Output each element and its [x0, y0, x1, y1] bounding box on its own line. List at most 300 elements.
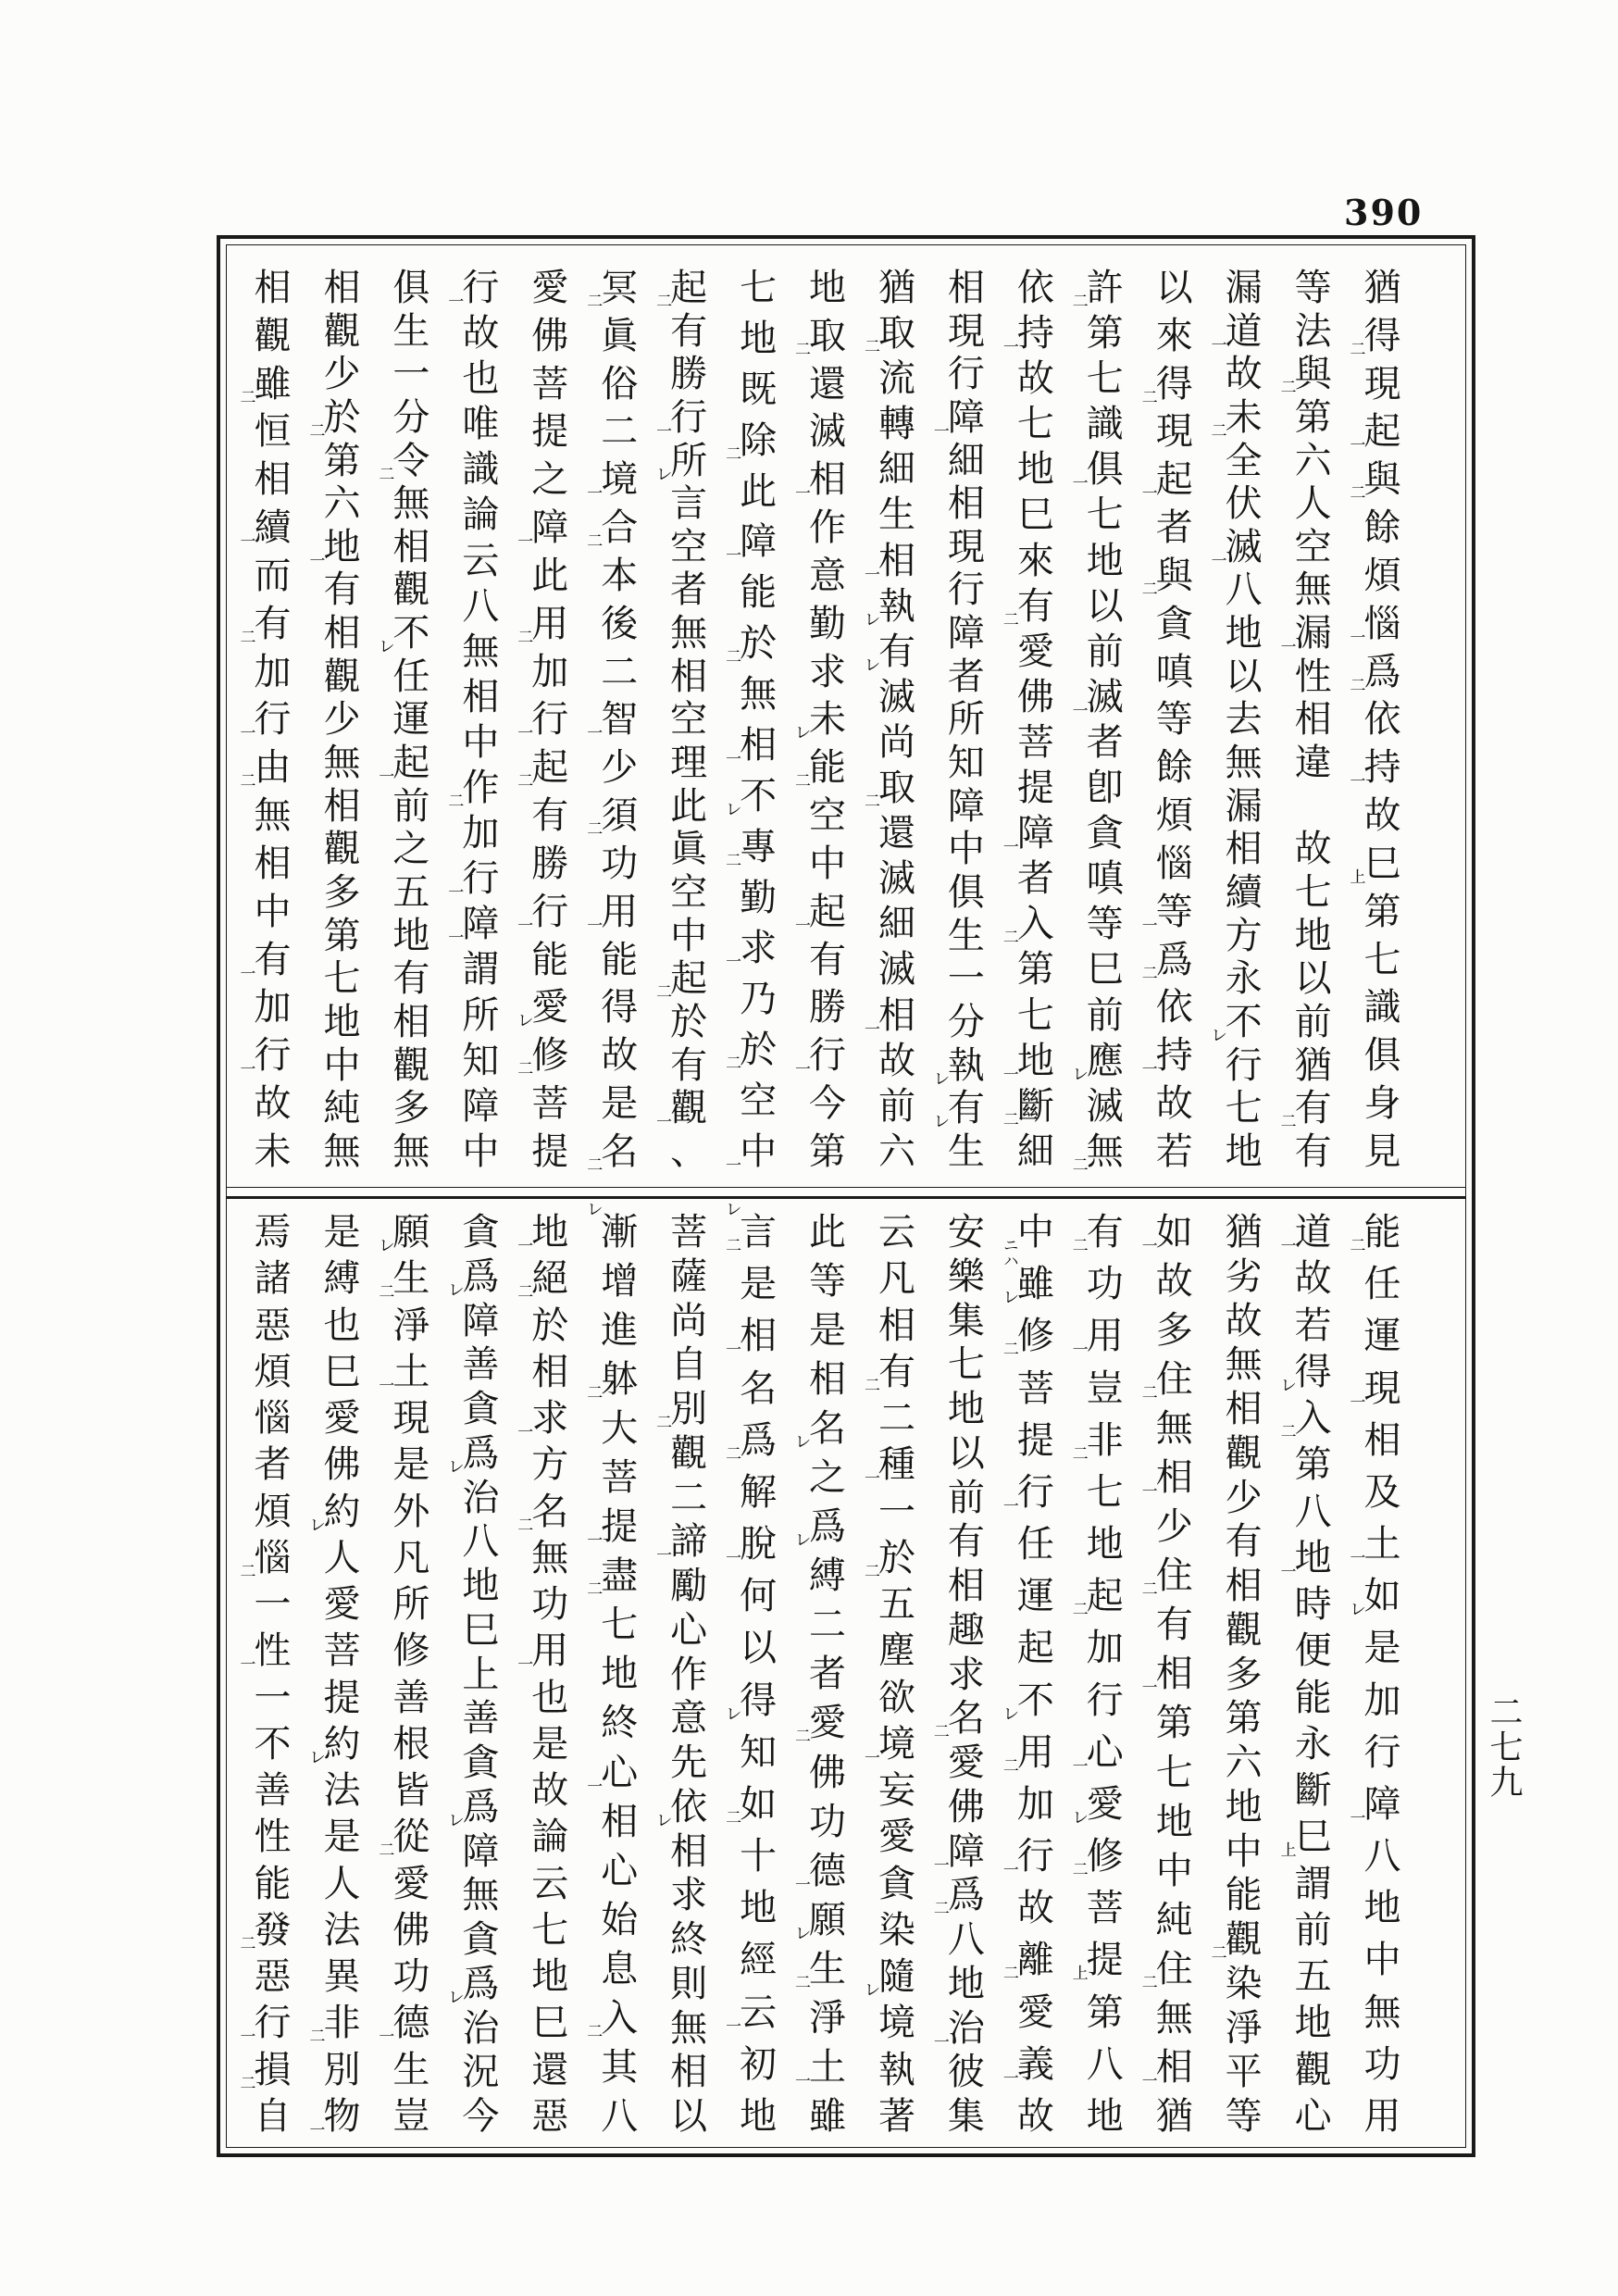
glyph: 於: [670, 1000, 708, 1043]
glyph: 相: [809, 1358, 847, 1402]
glyph: 佛: [323, 1443, 361, 1487]
kunten-mark: ㆖: [1068, 1965, 1088, 1981]
glyph: 相: [670, 2051, 708, 2094]
kunten-mark: ㆓: [999, 1341, 1018, 1357]
glyph: 取 ㆓: [860, 312, 915, 356]
glyph: 八: [1294, 1490, 1332, 1533]
glyph: 雖 ㆑: [999, 1263, 1054, 1306]
glyph: 性: [1294, 655, 1332, 698]
glyph: 五: [392, 870, 430, 914]
glyph: 種 ㆒: [860, 1443, 915, 1487]
glyph: 地: [1294, 914, 1332, 957]
glyph: 愛: [531, 267, 569, 309]
glyph: 七: [531, 1908, 569, 1952]
glyph: 是: [601, 1082, 639, 1126]
kunten-mark: ㆓: [1138, 1973, 1157, 1990]
kunten-mark: ㆑: [305, 1748, 325, 1765]
glyph: 煩: [1155, 794, 1193, 838]
glyph: 無: [462, 1874, 500, 1917]
kunten-mark: ㆓: [375, 1841, 394, 1858]
glyph: 惱 ㆓: [236, 1536, 292, 1579]
glyph: 義 ㆒: [999, 2042, 1054, 2086]
glyph: 地: [1086, 2094, 1124, 2138]
kunten-mark: ㆓: [1068, 1444, 1088, 1461]
kunten-mark: ㆒: [791, 484, 811, 501]
glyph: 功: [1363, 2042, 1401, 2086]
glyph: 滅: [809, 410, 847, 454]
kunten-mark: ㆑: [583, 1201, 603, 1217]
glyph: 有: [531, 794, 569, 838]
glyph: 凡: [877, 1257, 915, 1301]
glyph: 始: [601, 1898, 639, 1941]
kunten-mark: ㆑: [860, 655, 879, 672]
lower-text-column: [860, 1211, 932, 2138]
glyph: 平: [1225, 2051, 1263, 2094]
kunten-mark: ㆒: [999, 1065, 1018, 1081]
glyph: 惡: [254, 1304, 292, 1347]
glyph: 不: [254, 1722, 292, 1766]
glyph: 行: [947, 568, 985, 612]
upper-text-column: [446, 268, 516, 1173]
glyph: 起 ㆒: [791, 890, 847, 933]
glyph: 起 ㆓: [653, 957, 708, 1001]
glyph: 意: [809, 554, 847, 597]
kunten-mark: ㆖: [1276, 1841, 1296, 1858]
glyph: 障 ㆒: [999, 812, 1054, 855]
glyph: 前: [392, 784, 430, 828]
kunten-mark: ㆓: [375, 1283, 394, 1300]
kunten-mark: ㆒: [999, 2068, 1018, 2085]
glyph: 爲 ㆓: [1346, 650, 1401, 693]
glyph: 爲 ㆑: [444, 1254, 500, 1298]
glyph: 、: [670, 1129, 708, 1173]
glyph: 妄: [877, 1769, 915, 1812]
glyph: 意: [670, 1697, 708, 1741]
glyph: 住 ㆓: [1138, 1554, 1193, 1598]
glyph: 能: [1225, 1874, 1263, 1917]
glyph: 加: [531, 650, 569, 693]
lower-text-column: [722, 1201, 793, 2138]
glyph: 地: [1225, 612, 1263, 655]
glyph: 云 ㆒: [722, 1990, 778, 2034]
glyph: 前: [1294, 1908, 1332, 1952]
glyph: 有 ㆓: [999, 584, 1054, 628]
glyph: 損 ㆓: [236, 2048, 292, 2091]
glyph: 空: [740, 1079, 778, 1122]
glyph: 有 ㆓: [236, 602, 292, 645]
glyph: 染: [1225, 1962, 1263, 2005]
glyph: 違: [1294, 742, 1332, 785]
glyph: 淨: [1225, 2006, 1263, 2050]
glyph: 細: [877, 903, 915, 946]
kunten-mark: ㆑: [444, 1280, 464, 1297]
kunten-mark: ㆒: [1068, 1756, 1088, 1773]
kunten-mark: ㆓: [514, 1060, 533, 1077]
kunten-mark: ㆒: [236, 2028, 255, 2044]
glyph: 八: [1225, 568, 1263, 612]
glyph: 任: [1363, 1263, 1401, 1306]
kunten-mark: ㆓: [860, 1562, 879, 1578]
glyph: 知: [947, 742, 985, 785]
glyph: 得: [601, 986, 639, 1029]
glyph: 者: [670, 568, 708, 612]
glyph: 今: [462, 2095, 500, 2138]
glyph: 依: [1155, 986, 1193, 1029]
glyph: 運: [1363, 1315, 1401, 1358]
glyph: 用 ㆓: [514, 602, 569, 645]
glyph: 佛: [531, 314, 569, 357]
glyph: 及: [1363, 1470, 1401, 1514]
glyph: 惱: [254, 1397, 292, 1440]
glyph: 相: [670, 655, 708, 698]
glyph: 德 ㆒: [375, 2002, 430, 2045]
kunten-mark: ㆒: [860, 1469, 879, 1486]
kunten-mark: ㆒: [722, 2016, 741, 2033]
glyph: 七: [1155, 1751, 1193, 1794]
glyph: 滅: [877, 948, 915, 992]
kunten-mark: ㆑: [791, 1433, 811, 1450]
glyph: 心: [601, 1849, 639, 1892]
glyph: 名 ㆓: [583, 1129, 639, 1173]
glyph: 愛 ㆑: [514, 986, 569, 1029]
glyph: 得 ㆑: [1276, 1350, 1332, 1393]
kunten-mark: ㆓: [583, 820, 603, 837]
kunten-mark: ㆒: [1207, 335, 1226, 352]
glyph: 提: [1016, 1418, 1054, 1462]
lower-text-column: [1001, 1212, 1070, 2138]
glyph: 俱 ㆒: [1068, 448, 1124, 492]
glyph: 以: [1155, 267, 1193, 309]
glyph: 於 ㆓: [305, 395, 361, 439]
kunten-mark: ㆒: [929, 2032, 949, 2049]
kunten-mark: ㆒: [1138, 1237, 1157, 1253]
glyph: 功: [809, 1800, 847, 1843]
glyph: 用 ㆒: [1068, 1315, 1124, 1358]
glyph: 地: [392, 914, 430, 957]
glyph: 名: [740, 1366, 778, 1410]
glyph: 有: [809, 938, 847, 981]
glyph: 住 ㆓: [1138, 1358, 1193, 1402]
glyph: 別: [323, 2048, 361, 2091]
glyph: 還: [877, 812, 915, 855]
glyph: 無: [323, 742, 361, 785]
glyph: 若: [1294, 1304, 1332, 1347]
glyph: 其: [601, 2045, 639, 2089]
glyph: 時: [1294, 1583, 1332, 1626]
glyph: 七: [1225, 1087, 1263, 1130]
glyph: 後: [601, 602, 639, 645]
glyph: 煩: [254, 1350, 292, 1393]
glyph: 來: [1016, 539, 1054, 582]
glyph: 行 ㆒: [514, 890, 569, 933]
glyph: 惱 ㆒: [1346, 602, 1401, 645]
glyph: 息: [601, 1947, 639, 1990]
kunten-mark: ㆒: [999, 1861, 1018, 1878]
glyph: 現: [947, 309, 985, 353]
kunten-mark: ㆒: [860, 1019, 879, 1036]
glyph: 以: [740, 1627, 778, 1670]
glyph: 未: [254, 1129, 292, 1173]
glyph: 雖 ㆓: [236, 362, 292, 406]
glyph: 善: [392, 1676, 430, 1719]
glyph: 則: [670, 1962, 708, 2005]
glyph: 相 ㆒: [860, 993, 915, 1037]
glyph: 一: [877, 1490, 915, 1533]
glyph: 前: [947, 1476, 985, 1519]
glyph: 有 ㆒: [236, 938, 292, 981]
glyph: 貪: [877, 1862, 915, 1905]
glyph: 八: [601, 2094, 639, 2138]
kunten-mark: ㆓: [929, 1900, 949, 1916]
glyph: 等: [1155, 698, 1193, 742]
glyph: 障 ㆒: [1346, 1782, 1401, 1826]
glyph: 六: [1225, 1741, 1263, 1784]
glyph: 少: [601, 746, 639, 790]
glyph: 七: [740, 267, 778, 309]
glyph: 漏 ㆒: [1276, 612, 1332, 655]
glyph: 作: [670, 1653, 708, 1696]
glyph: 斷 ㆓: [999, 1084, 1054, 1128]
kunten-mark: ㆒: [375, 1376, 394, 1392]
glyph: 猶: [1155, 2094, 1193, 2138]
glyph: 相: [254, 842, 292, 885]
glyph: 八: [1363, 1835, 1401, 1878]
glyph: 言: [670, 482, 708, 526]
kunten-mark: ㆑: [305, 1516, 325, 1532]
glyph: 中: [1363, 1939, 1401, 1982]
glyph: 以: [1225, 655, 1263, 698]
glyph: 與 ㆓: [1138, 554, 1193, 597]
glyph: 求: [670, 1874, 708, 1917]
lower-text-column: [238, 1212, 307, 2138]
kunten-mark: ㆒: [1068, 701, 1088, 718]
glyph: 以: [947, 1431, 985, 1475]
glyph: 者: [947, 655, 985, 698]
glyph: 中: [462, 720, 500, 764]
glyph: 無: [1363, 1990, 1401, 2034]
glyph: 有 ㆑: [929, 1087, 985, 1130]
glyph: 地: [1086, 539, 1124, 582]
glyph: 有: [1225, 1520, 1263, 1564]
glyph: 煩: [254, 1490, 292, 1533]
glyph: 諦 ㆒: [653, 1520, 708, 1564]
kunten-mark: ㆒: [653, 1113, 672, 1129]
kunten-mark: ㆒: [1276, 1237, 1296, 1253]
glyph: 八: [462, 584, 500, 628]
glyph: 道 ㆒: [1207, 309, 1263, 353]
glyph: 願 ㆑: [375, 1211, 430, 1254]
glyph: 續: [1225, 870, 1263, 914]
glyph: 得 ㆓: [1346, 314, 1401, 357]
glyph: 第: [323, 914, 361, 957]
kunten-mark: ㆓: [791, 1728, 811, 1744]
glyph: 空: [809, 794, 847, 838]
glyph: 故: [601, 1034, 639, 1078]
glyph: 皆: [392, 1769, 430, 1812]
kunten-mark: ㆒: [236, 724, 255, 741]
glyph: 提 ㆖: [1068, 1939, 1124, 1982]
lower-text-column: [654, 1212, 724, 2138]
glyph: 者: [1155, 506, 1193, 550]
glyph: 第: [323, 439, 361, 482]
glyph: 爲 ㆓: [929, 1874, 985, 1917]
glyph: 現 ㆒: [1346, 1366, 1401, 1410]
glyph: 全: [1225, 439, 1263, 482]
glyph: 愛: [323, 1583, 361, 1626]
lower-text-column: [446, 1212, 516, 2138]
glyph: 善: [462, 1697, 500, 1741]
glyph: 故: [1155, 1260, 1193, 1304]
glyph: 性: [254, 1816, 292, 1859]
kunten-mark: ㆓: [236, 388, 255, 405]
glyph: 土 ㆒: [375, 1350, 430, 1393]
glyph: 相: [601, 1800, 639, 1843]
glyph: 第: [1294, 1443, 1332, 1487]
lower-text-column: [307, 1212, 377, 2138]
kunten-mark: ㆑: [722, 1704, 741, 1721]
glyph: 唯: [462, 403, 500, 446]
glyph: 無: [392, 1129, 430, 1173]
glyph: 治: [462, 2006, 500, 2050]
kunten-mark: ㆒: [1276, 1562, 1296, 1578]
glyph: 不 ㆑: [375, 612, 430, 655]
glyph: 觀: [1294, 2048, 1332, 2091]
glyph: 去: [1225, 698, 1263, 742]
kunten-mark: ㆓: [1276, 1113, 1296, 1129]
glyph: 行 ㆒: [999, 1470, 1054, 1514]
kunten-mark: ㆒: [236, 1655, 255, 1672]
glyph: 無: [323, 1129, 361, 1173]
kunten-mark: ㆓: [653, 983, 672, 1000]
glyph: 故: [1225, 1299, 1263, 1342]
kunten-mark: ㆑: [375, 638, 394, 655]
glyph: 等: [809, 1260, 847, 1304]
glyph: 勝: [670, 353, 708, 396]
glyph: 觀: [323, 828, 361, 871]
glyph: 既: [740, 368, 778, 411]
glyph: 觀: [323, 655, 361, 698]
glyph: 俱: [947, 870, 985, 914]
kunten-mark: ㆑: [653, 465, 672, 481]
glyph: 故: [1016, 357, 1054, 401]
kunten-mark: ㆓: [1346, 676, 1365, 693]
glyph: 續 ㆒: [236, 506, 292, 550]
glyph: 地: [740, 1887, 778, 1930]
glyph: 行 ㆒: [514, 698, 569, 742]
kunten-mark: ㆒: [236, 964, 255, 980]
glyph: 惡: [254, 1955, 292, 1998]
glyph: 不 ㆑: [999, 1678, 1054, 1722]
kunten-mark: ㆒: [1138, 1482, 1157, 1499]
glyph: 提 ㆒: [583, 1505, 639, 1549]
glyph: 境 ㆒: [583, 458, 639, 502]
kunten-mark: ㆒: [583, 916, 603, 932]
kunten-mark: ㆓: [653, 1414, 672, 1429]
glyph: 生: [947, 1129, 985, 1173]
kunten-mark: ㆒: [653, 1546, 672, 1563]
glyph: 得 ㆓: [1138, 362, 1193, 406]
glyph: 中: [254, 890, 292, 933]
page-number-top: 390: [1344, 192, 1424, 233]
glyph: 相: [392, 1000, 430, 1043]
glyph: 薩: [670, 1254, 708, 1298]
kunten-mark: ㆒: [1346, 1549, 1365, 1566]
glyph: 集: [947, 1299, 985, 1342]
kunten-mark: ㆒: [722, 749, 741, 766]
kunten-mark: ㆒: [236, 532, 255, 549]
glyph: 一: [254, 1583, 292, 1626]
glyph: 加: [254, 650, 292, 693]
glyph: 此: [740, 469, 778, 513]
glyph: 相: [531, 1350, 569, 1393]
glyph: 能 ㆓: [791, 746, 847, 790]
glyph: 空: [670, 870, 708, 914]
glyph: 俗: [601, 362, 639, 406]
glyph: 行 ㆒: [236, 1034, 292, 1078]
glyph: 中: [323, 1043, 361, 1087]
glyph: 轉: [877, 403, 915, 446]
glyph: 相: [462, 675, 500, 718]
kunten-mark: ㆓: [514, 1516, 533, 1532]
glyph: 與 ㆓: [1276, 353, 1332, 396]
glyph: 進: [601, 1309, 639, 1353]
glyph: 法: [323, 1769, 361, 1812]
glyph: 之: [392, 828, 430, 871]
kunten-mark: ㆓: [1207, 1944, 1226, 1960]
glyph: 無 ㆓: [1068, 1129, 1124, 1173]
glyph: 土 ㆒: [1346, 1523, 1401, 1566]
kunten-mark: ㆒: [514, 1655, 533, 1672]
glyph: 所: [947, 698, 985, 742]
glyph: 須 ㆓: [583, 794, 639, 838]
kunten-mark: ㆑: [722, 800, 741, 817]
glyph: 樂: [947, 1254, 985, 1298]
glyph: 爲 ㆑: [444, 1785, 500, 1828]
glyph: 佛: [392, 1908, 430, 1952]
glyph: 持 ㆒: [999, 312, 1054, 356]
block-divider-thick: [226, 1196, 1466, 1199]
glyph: 劣: [1225, 1254, 1263, 1298]
kunten-mark: ㆑: [999, 1704, 1018, 1721]
glyph: 餘: [1155, 746, 1193, 790]
glyph: 相: [1225, 1565, 1263, 1607]
kunten-mark: ㆓: [1068, 1155, 1088, 1172]
glyph: 能: [740, 571, 778, 615]
kunten-mark: ㆒: [1346, 1808, 1365, 1825]
kunten-mark: ㆑: [860, 610, 879, 627]
glyph: 地: [947, 1962, 985, 2005]
glyph: 提: [1016, 767, 1054, 810]
glyph: 況: [462, 2051, 500, 2094]
glyph: 空: [1294, 525, 1332, 568]
kunten-mark: ㆒: [1068, 1341, 1088, 1357]
upper-text-column: [654, 268, 724, 1173]
glyph: 塵: [877, 1629, 915, 1673]
kunten-mark: ㆓: [1068, 1237, 1088, 1253]
glyph: 道 ㆒: [1276, 1211, 1332, 1254]
glyph: 人: [323, 1862, 361, 1905]
lower-text-column: [1139, 1212, 1209, 2138]
glyph: 愛: [323, 1397, 361, 1440]
upper-text-column: [516, 268, 585, 1173]
glyph: 七: [1016, 993, 1054, 1037]
glyph: 菩: [323, 1629, 361, 1673]
glyph: 行: [1225, 1043, 1263, 1087]
glyph: 故: [462, 312, 500, 356]
kunten-mark: ㆓: [583, 293, 603, 308]
glyph: 勝: [809, 986, 847, 1029]
glyph: 菩: [601, 1456, 639, 1500]
